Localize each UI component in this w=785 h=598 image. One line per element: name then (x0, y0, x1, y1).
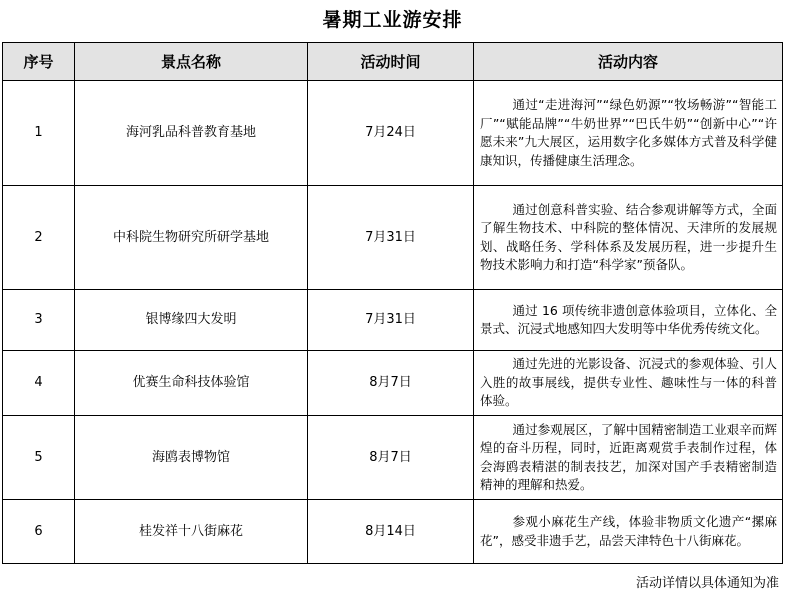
site-name: 优赛生命科技体验馆 (75, 351, 308, 416)
table-row (3, 186, 783, 290)
activity-content: 通过创意科普实验、结合参观讲解等方式，全面了解生物技术、中科院的整体情况、天津所的发展规划、战略任务、学科体系及发展历程，进一步提升生物技术影响力和打造“科学家”预备队。 (474, 186, 783, 290)
site-name: 银博缘四大发明 (75, 290, 308, 351)
site-name: 桂发祥十八街麻花 (75, 500, 308, 564)
site-name: 海河乳品科普教育基地 (75, 81, 308, 186)
activity-date: 7月31日 (308, 186, 474, 290)
site-name: 中科院生物研究所研学基地 (75, 186, 308, 290)
table-row (3, 290, 783, 351)
table-row (3, 500, 783, 564)
activity-date: 8月14日 (308, 500, 474, 564)
header-site-name: 景点名称 (75, 43, 308, 81)
activity-date: 7月24日 (308, 81, 474, 186)
header-number: 序号 (3, 43, 75, 81)
row-number: 3 (3, 290, 75, 351)
activity-content: 通过 16 项传统非遗创意体验项目，立体化、全景式、沉浸式地感知四大发明等中华优秀传统文化。 (474, 290, 783, 351)
page-title: 暑期工业游安排 (322, 9, 463, 31)
activity-date: 8月7日 (308, 416, 474, 500)
row-number: 6 (3, 500, 75, 564)
row-number: 1 (3, 81, 75, 186)
header-activity-content: 活动内容 (474, 43, 783, 81)
row-number: 4 (3, 351, 75, 416)
activity-date: 8月7日 (308, 351, 474, 416)
table-row (3, 351, 783, 416)
row-number: 2 (3, 186, 75, 290)
table-row (3, 81, 783, 186)
activity-content: 参观小麻花生产线，体验非物质文化遗产“摞麻花”，感受非遗手艺，品尝天津特色十八街麻花。 (474, 500, 783, 564)
schedule-table (2, 42, 783, 564)
site-name: 海鸥表博物馆 (75, 416, 308, 500)
footnote: 活动详情以具体通知为准 (635, 576, 779, 591)
table-header-row (3, 43, 783, 81)
table-row (3, 416, 783, 500)
activity-content: 通过先进的光影设备、沉浸式的参观体验、引人入胜的故事展线，提供专业性、趣味性与一体的科普体验。 (474, 351, 783, 416)
activity-content: 通过参观展区，了解中国精密制造工业艰辛而辉煌的奋斗历程，同时，近距离观赏手表制作过程，体会海鸥表精湛的制表技艺，加深对国产手表精密制造精神的理解和热爱。 (474, 416, 783, 500)
row-number: 5 (3, 416, 75, 500)
header-activity-date: 活动时间 (308, 43, 474, 81)
activity-content: 通过“走进海河”“绿色奶源”“牧场畅游”“智能工厂”“赋能品牌”“牛奶世界”“巴氏牛奶”“创新中心”“许愿未来”九大展区，运用数字化多媒体方式普及科学健康知识，传播健康生活理念。 (474, 81, 783, 186)
activity-date: 7月31日 (308, 290, 474, 351)
